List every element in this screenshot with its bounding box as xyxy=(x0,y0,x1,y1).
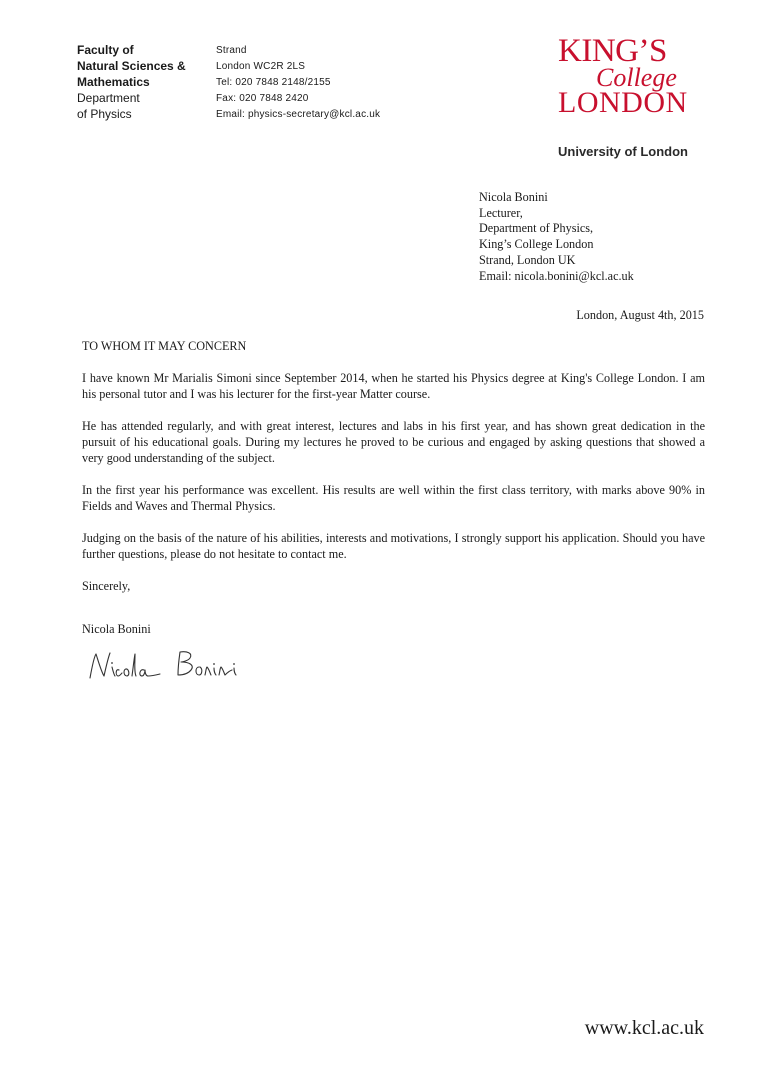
paragraph: He has attended regularly, and with great interest, lectures and labs in his first year, and has shown great dedication in the pursuit of his educational goals. During my lectures he proved to be curious and engaged by asking questions that showed a very good understanding of the subject. xyxy=(82,418,705,466)
kcl-logo xyxy=(556,33,706,166)
sender-title: Lecturer, xyxy=(479,205,523,220)
address-email: Email: physics-secretary@kcl.ac.uk xyxy=(216,109,381,120)
address-fax: Fax: 020 7848 2420 xyxy=(216,93,309,104)
signer-name: Nicola Bonini xyxy=(82,621,151,636)
sender-institution: King’s College London xyxy=(479,237,594,252)
address-city: London WC2R 2LS xyxy=(216,61,306,72)
paragraph: I have known Mr Marialis Simoni since September 2014, when he started his Physics degree at King's College London. I am his personal tutor and I was his lecturer for the first-year Matter course. xyxy=(82,370,705,401)
address-block xyxy=(216,43,380,123)
paragraph: In the first year his performance was excellent. His results are well within the first class territory, with marks above 90% in Fields and Waves and Thermal Physics. xyxy=(82,482,705,513)
faculty-line: Natural Sciences & xyxy=(77,59,186,73)
sender-name: Nicola Bonini xyxy=(479,190,548,204)
faculty-line: Faculty of xyxy=(77,43,134,57)
footer-website-url: www.kcl.ac.uk xyxy=(584,1017,704,1039)
address-tel: Tel: 020 7848 2148/2155 xyxy=(216,77,331,88)
faculty-line: Mathematics xyxy=(77,75,150,89)
faculty-block xyxy=(77,42,186,122)
salutation: TO WHOM IT MAY CONCERN xyxy=(82,339,247,353)
department-line: Department xyxy=(77,91,140,105)
closing: Sincerely, xyxy=(82,578,131,593)
address-street: Strand xyxy=(216,45,247,56)
sender-email: Email: nicola.bonini@kcl.ac.uk xyxy=(479,268,634,283)
sender-department: Department of Physics, xyxy=(479,221,594,236)
logo-college: College xyxy=(596,63,677,92)
sender-location: Strand, London UK xyxy=(479,252,576,267)
logo-university-subtitle: University of London xyxy=(558,144,688,159)
letter-date: London, August 4th, 2015 xyxy=(576,308,704,322)
logo-kings: KING’S xyxy=(558,33,667,69)
paragraph: Judging on the basis of the nature of his abilities, interests and motivations, I strongly support his application. Should you have further questions, please do not hesitate to contact me. xyxy=(82,530,705,561)
letter-body xyxy=(82,338,705,652)
sender-block xyxy=(479,190,634,284)
department-line: of Physics xyxy=(77,107,132,121)
logo-london: LONDON xyxy=(558,86,688,119)
handwritten-signature xyxy=(86,645,246,695)
